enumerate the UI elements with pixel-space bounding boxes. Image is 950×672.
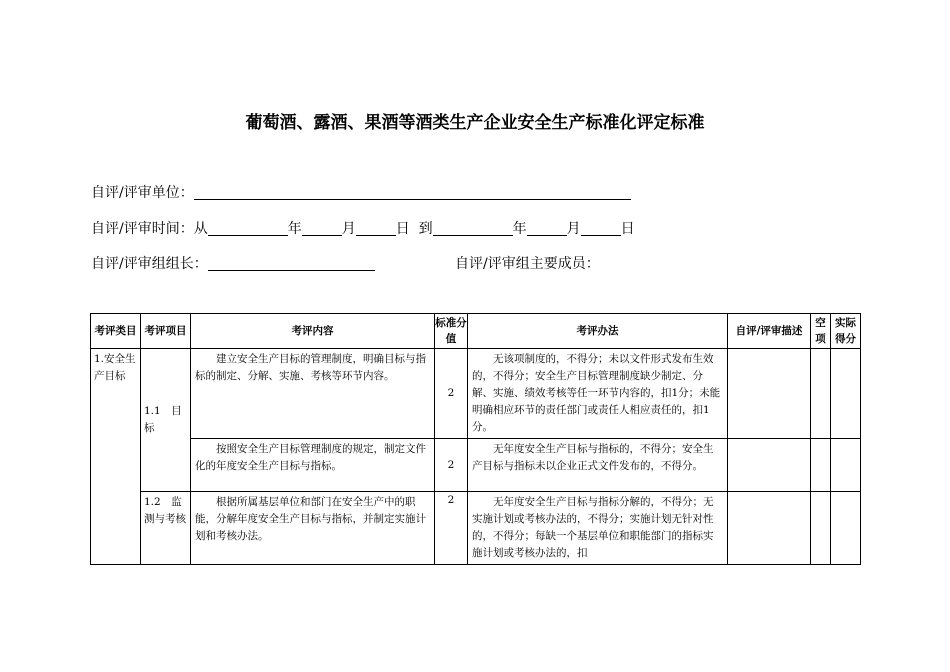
actual-score-cell[interactable] — [831, 439, 861, 492]
time-label: 自评/评审时间：从 — [91, 221, 208, 237]
table-row — [91, 439, 861, 492]
unit-line — [91, 182, 631, 202]
header-description: 自评/评审描述 — [728, 314, 811, 349]
day2-blank — [581, 221, 621, 236]
content-cell: 根据所属基层单位和部门在安全生产中的职能，分解年度安全生产目标与指标，并制定实施计划和考核办法。 — [191, 492, 435, 565]
empty-cell[interactable] — [811, 349, 831, 439]
evaluation-table — [90, 313, 861, 565]
header-actual: 实际得分 — [831, 314, 861, 349]
item-cell: 1.2 监测与考核 — [141, 492, 191, 565]
year2-label: 年 — [512, 221, 527, 237]
table-row — [91, 492, 861, 565]
header-item: 考评项目 — [141, 314, 191, 349]
header-empty: 空项 — [811, 314, 831, 349]
time-line — [91, 218, 635, 238]
content-cell: 按照安全生产目标管理制度的规定，制定文件化的年度安全生产目标与指标。 — [191, 439, 435, 492]
year1-blank — [208, 221, 288, 236]
leader-line — [91, 253, 375, 273]
method-cell: 无年度安全生产目标与指标的，不得分；安全生产目标与指标未以企业正式文件发布的，不得分。 — [468, 439, 728, 492]
score-cell: 2 — [435, 439, 468, 492]
members-label: 自评/评审组主要成员： — [455, 256, 600, 272]
header-score: 标准分值 — [435, 314, 468, 349]
method-cell: 无该项制度的，不得分；未以文件形式发布生效的，不得分；安全生产目标管理制度缺少制定、分解、实施、绩效考核等任一环节内容的，扣1分；未能明确相应环节的责任部门或责任人相应责任的，扣1分。 — [468, 349, 728, 439]
month1-label: 月 — [341, 221, 356, 237]
table-header-row — [91, 314, 861, 349]
leader-label: 自评/评审组组长： — [91, 256, 208, 272]
empty-cell[interactable] — [811, 492, 831, 565]
content-cell: 建立安全生产目标的管理制度，明确目标与指标的制定、分解、实施、考核等环节内容。 — [191, 349, 435, 439]
day1-label: 日 — [395, 221, 410, 237]
document-title: 葡萄酒、露酒、果酒等酒类生产企业安全生产标准化评定标准 — [245, 113, 705, 133]
item-label: 1.1 目标 — [144, 405, 182, 434]
description-cell[interactable] — [728, 439, 811, 492]
year2-blank — [433, 221, 513, 236]
unit-blank — [194, 185, 631, 200]
actual-score-cell[interactable] — [831, 492, 861, 565]
description-cell[interactable] — [728, 349, 811, 439]
month2-blank — [527, 221, 567, 236]
method-cell: 无年度安全生产目标与指标分解的，不得分；无实施计划或考核办法的，不得分；实施计划无针对性的，不得分；每缺一个基层单位和职能部门的指标实施计划或考核办法的，扣 — [468, 492, 728, 565]
category-cell: 1.安全生产目标 — [91, 349, 141, 565]
year1-label: 年 — [287, 221, 302, 237]
header-category: 考评类目 — [91, 314, 141, 349]
table-row — [91, 349, 861, 439]
score-cell: 2 — [435, 349, 468, 439]
day1-blank — [356, 221, 396, 236]
unit-label: 自评/评审单位： — [91, 185, 194, 201]
score-cell: 2 — [435, 492, 468, 565]
to-label: 到 — [418, 221, 433, 237]
day2-label: 日 — [620, 221, 635, 237]
actual-score-cell[interactable] — [831, 349, 861, 439]
header-content: 考评内容 — [191, 314, 435, 349]
leader-blank — [208, 256, 375, 271]
item-cell — [141, 349, 191, 492]
month2-label: 月 — [566, 221, 581, 237]
description-cell[interactable] — [728, 492, 811, 565]
month1-blank — [302, 221, 342, 236]
header-method: 考评办法 — [468, 314, 728, 349]
empty-cell[interactable] — [811, 439, 831, 492]
